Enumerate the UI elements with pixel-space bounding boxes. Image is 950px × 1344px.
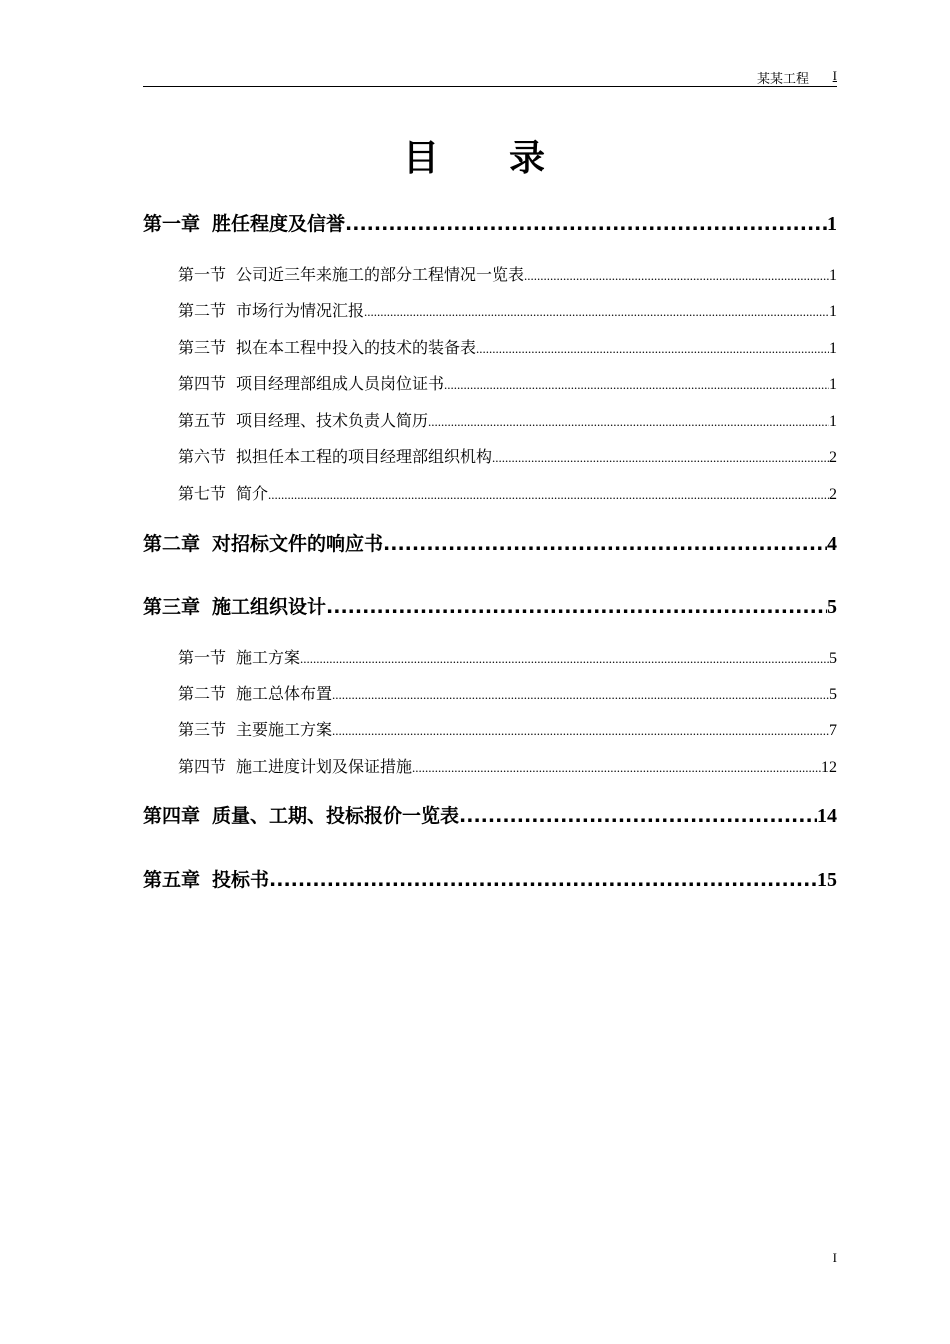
toc-entry-chapter-5[interactable] [143, 865, 837, 892]
toc-entry-page: 7 [829, 722, 837, 739]
toc-entry-page: 1 [829, 413, 837, 430]
header-page-number: I [832, 68, 837, 83]
dot-leader [300, 648, 829, 667]
toc-entry-page: 4 [827, 533, 837, 555]
toc-entry-section-1-3[interactable] [178, 335, 837, 358]
toc-entry-section-1-7[interactable] [178, 481, 837, 504]
dot-leader [383, 533, 827, 555]
toc-entry-chapter-1[interactable] [143, 209, 837, 236]
dot-leader [332, 684, 829, 703]
toc-entry-number: 第六节 [178, 447, 227, 466]
dot-leader [268, 484, 829, 503]
toc-entry-chapter-4[interactable] [143, 801, 837, 828]
toc-entry-number: 第二章 [143, 533, 201, 555]
toc-entry-section-1-4[interactable] [178, 371, 837, 394]
toc-entry-title: 施工组织设计 [212, 596, 327, 618]
toc-entry-section-3-4[interactable] [178, 754, 837, 777]
toc-entry-number: 第四节 [178, 374, 227, 393]
toc-entry-title: 对招标文件的响应书 [212, 533, 384, 555]
toc-entry-page: 1 [829, 376, 837, 393]
toc-entry-page: 15 [817, 869, 837, 891]
toc-entry-section-1-1[interactable] [178, 262, 837, 285]
toc-entry-title: 投标书 [212, 869, 270, 891]
toc-entry-title: 项目经理、技术负责人简历 [236, 411, 429, 430]
toc-entry-title: 施工总体布置 [236, 684, 333, 703]
toc-entry-number: 第一节 [178, 648, 227, 667]
toc-entry-section-3-2[interactable] [178, 681, 837, 704]
dot-leader [269, 869, 817, 891]
toc-entry-number: 第二节 [178, 684, 227, 703]
dot-leader [524, 265, 829, 284]
toc-entry-page: 1 [829, 303, 837, 320]
toc-entry-number: 第一节 [178, 265, 227, 284]
dot-leader [428, 411, 829, 430]
toc-entry-section-3-3[interactable] [178, 717, 837, 740]
toc-entry-page: 1 [829, 267, 837, 284]
dot-leader [332, 720, 829, 739]
toc-entry-number: 第三章 [143, 596, 201, 618]
toc-title-char-1: 目 [402, 138, 441, 179]
dot-leader [326, 596, 827, 618]
header-project-name: 某某工程 [756, 72, 809, 87]
toc-entry-number: 第一章 [143, 213, 201, 235]
dot-leader [476, 338, 829, 357]
toc-entry-page: 5 [829, 650, 837, 667]
toc-entry-page: 5 [829, 686, 837, 703]
toc-entry-number: 第五章 [143, 869, 201, 891]
toc-entry-title: 拟在本工程中投入的技术的装备表 [236, 338, 477, 357]
toc-entry-title: 市场行为情况汇报 [236, 301, 365, 320]
toc-entry-number: 第七节 [178, 484, 227, 503]
toc-entry-title: 施工方案 [236, 648, 301, 667]
toc-entry-number: 第五节 [178, 411, 227, 430]
toc-entry-section-1-6[interactable] [178, 444, 837, 467]
dot-leader [345, 213, 827, 235]
toc-entry-section-3-1[interactable] [178, 645, 837, 668]
dot-leader [412, 757, 821, 776]
toc-entry-page: 1 [829, 340, 837, 357]
toc-entry-page: 1 [827, 213, 837, 235]
toc-entry-section-1-5[interactable] [178, 408, 837, 431]
toc-entry-title: 公司近三年来施工的部分工程情况一览表 [236, 265, 525, 284]
toc-entry-title: 主要施工方案 [236, 720, 333, 739]
dot-leader [444, 374, 829, 393]
dot-leader [492, 447, 829, 466]
toc-entry-page: 2 [829, 449, 837, 466]
toc-entry-number: 第三节 [178, 338, 227, 357]
toc-title-char-2: 录 [509, 138, 548, 179]
toc-entry-chapter-3[interactable] [143, 592, 837, 619]
toc-entry-title: 质量、工期、投标报价一览表 [212, 805, 460, 827]
page-header [143, 66, 837, 87]
toc-entry-number: 第四章 [143, 805, 201, 827]
dot-leader [459, 805, 817, 827]
toc-entry-title: 拟担任本工程的项目经理部组织机构 [236, 447, 493, 466]
toc-entry-number: 第三节 [178, 720, 227, 739]
dot-leader [364, 301, 829, 320]
toc-title [0, 130, 950, 181]
footer-page-number: I [832, 1250, 837, 1265]
toc-entry-title: 简介 [236, 484, 269, 503]
toc-entry-page: 5 [827, 596, 837, 618]
toc-entry-title: 胜任程度及信誉 [212, 213, 346, 235]
toc-entry-page: 2 [829, 486, 837, 503]
toc-entry-number: 第二节 [178, 301, 227, 320]
toc-entry-title: 施工进度计划及保证措施 [236, 757, 413, 776]
toc-entry-section-1-2[interactable] [178, 298, 837, 321]
toc-entry-number: 第四节 [178, 757, 227, 776]
toc-entry-page: 12 [821, 759, 837, 776]
toc-entry-page: 14 [817, 805, 837, 827]
toc-entry-title: 项目经理部组成人员岗位证书 [236, 374, 445, 393]
toc-entry-chapter-2[interactable] [143, 529, 837, 556]
